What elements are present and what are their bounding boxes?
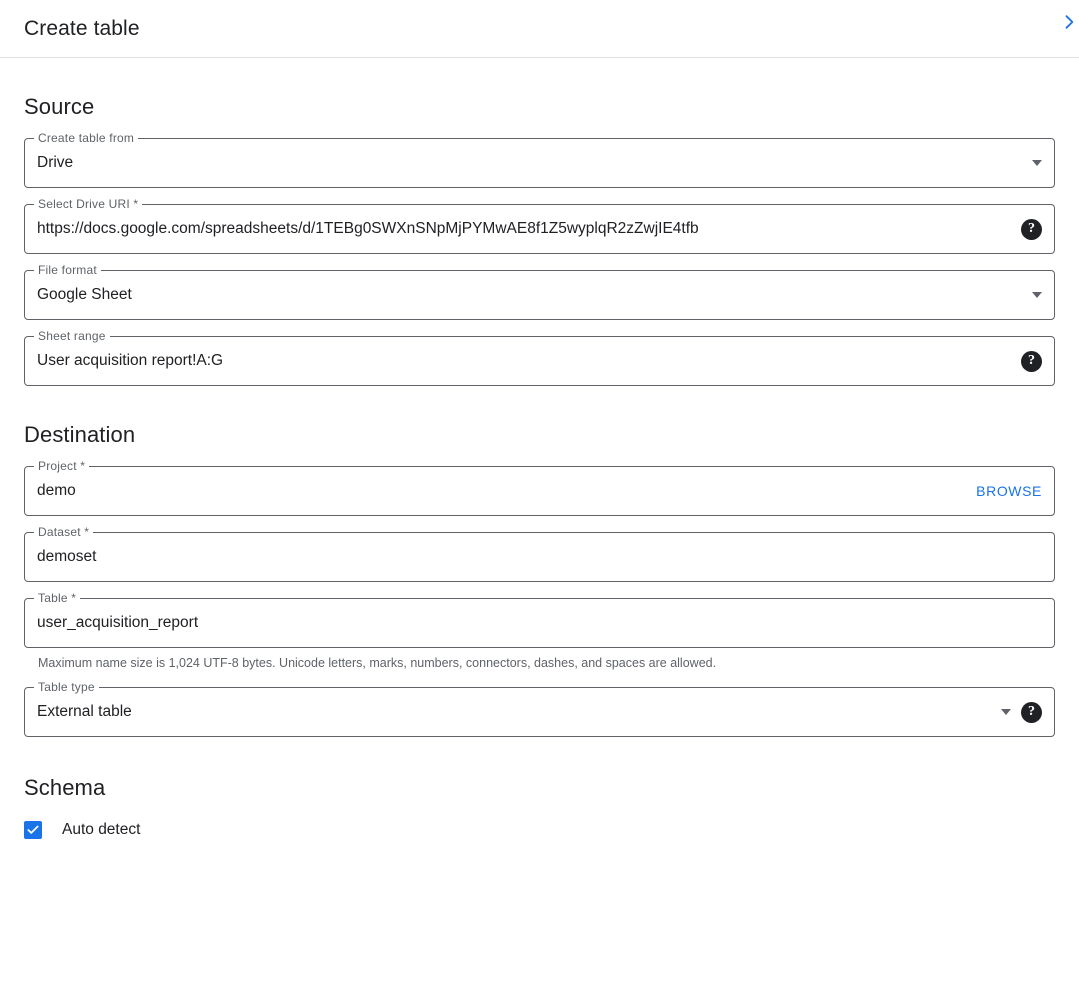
chevron-right-icon[interactable]: [1055, 8, 1079, 36]
help-icon[interactable]: ?: [1021, 702, 1042, 723]
file-format-select[interactable]: [24, 263, 1055, 320]
form-content: [0, 94, 1079, 839]
file-format-value: Google Sheet: [37, 286, 132, 303]
table-name-label: Table *: [34, 591, 80, 605]
sheet-range-label: Sheet range: [34, 329, 110, 343]
page-title: Create table: [24, 16, 140, 40]
schema-section-title: Schema: [24, 775, 106, 800]
file-format-label: File format: [34, 263, 101, 277]
table-type-value: External table: [37, 703, 132, 720]
dialog-header: [0, 0, 1079, 58]
help-icon[interactable]: ?: [1021, 351, 1042, 372]
destination-section-title: Destination: [24, 422, 136, 447]
source-section-title: Source: [24, 94, 95, 119]
sheet-range-input[interactable]: [24, 329, 1055, 386]
chevron-down-icon[interactable]: [1032, 292, 1042, 298]
dataset-label: Dataset *: [34, 525, 93, 539]
chevron-down-icon[interactable]: [1032, 160, 1042, 166]
browse-button[interactable]: BROWSE: [976, 483, 1042, 499]
help-icon[interactable]: ?: [1021, 219, 1042, 240]
create-table-from-label: Create table from: [34, 131, 138, 145]
auto-detect-checkbox[interactable]: [24, 821, 42, 839]
auto-detect-row[interactable]: [24, 821, 1055, 839]
create-table-from-value: Drive: [37, 154, 74, 171]
create-table-from-select[interactable]: [24, 131, 1055, 188]
table-type-label: Table type: [34, 680, 99, 694]
project-input[interactable]: [24, 459, 1055, 516]
table-name-input[interactable]: [24, 591, 1055, 648]
table-type-select[interactable]: [24, 680, 1055, 737]
project-label: Project *: [34, 459, 89, 473]
drive-uri-value: https://docs.google.com/spreadsheets/d/1TEBg0SWXnSNpMjPYMwAE8f1Z5wyplqR2zZwjIE4tfb: [37, 220, 699, 237]
project-value: demo: [37, 482, 76, 499]
drive-uri-label: Select Drive URI *: [34, 197, 142, 211]
table-name-value: user_acquisition_report: [37, 614, 199, 631]
drive-uri-input[interactable]: [24, 197, 1055, 254]
table-name-helper-text: Maximum name size is 1,024 UTF-8 bytes. Unicode letters, marks, numbers, connectors, dashes, and spaces are allowed.: [38, 656, 717, 670]
dataset-input[interactable]: [24, 525, 1055, 582]
dataset-value: demoset: [37, 548, 97, 565]
chevron-down-icon[interactable]: [1001, 709, 1011, 715]
sheet-range-value: User acquisition report!A:G: [37, 352, 224, 369]
auto-detect-label[interactable]: Auto detect: [62, 821, 141, 838]
